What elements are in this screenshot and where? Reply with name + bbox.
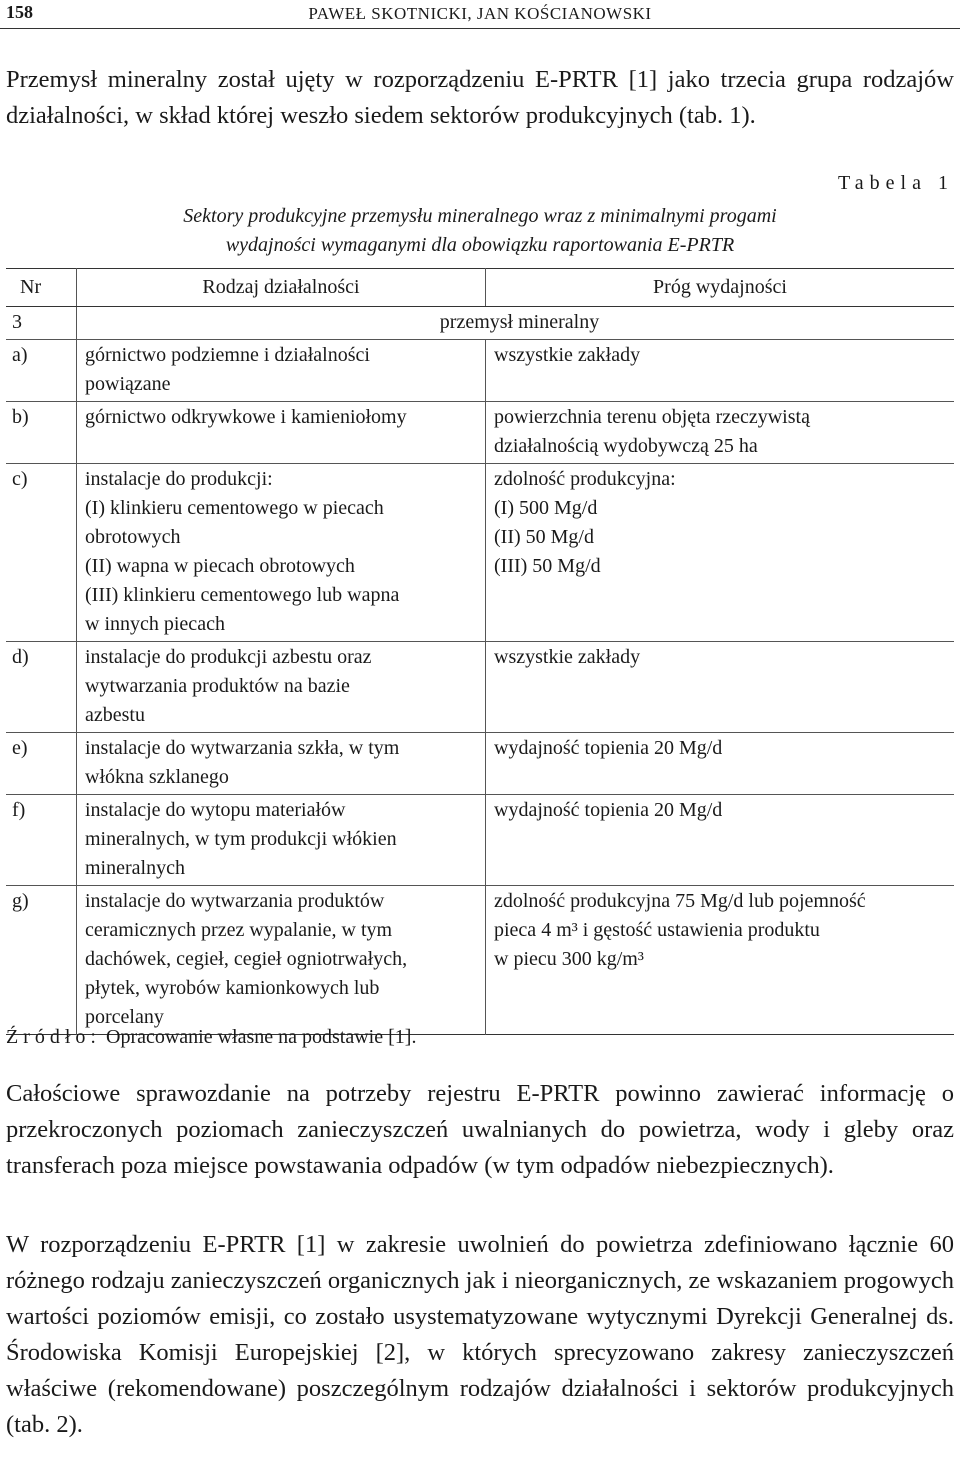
row-threshold: [486, 340, 955, 402]
row-kind: [77, 886, 486, 1035]
row-kind: [77, 733, 486, 795]
row-nr: f): [6, 795, 77, 886]
threshold-line: (III) 50 Mg/d: [494, 555, 601, 577]
table-row: [6, 340, 954, 402]
table-row: [6, 795, 954, 886]
kind-line: instalacje do produkcji:: [85, 468, 273, 490]
table-header-row: [6, 269, 954, 307]
kind-line: azbestu: [85, 704, 145, 726]
row-kind: [77, 464, 486, 642]
row-threshold: [486, 795, 955, 886]
kind-line: w innych piecach: [85, 613, 225, 635]
kind-line: porcelany: [85, 1006, 164, 1028]
row-nr: g): [6, 886, 77, 1035]
row-threshold: [486, 464, 955, 642]
kind-line: obrotowych: [85, 526, 181, 548]
row-nr: c): [6, 464, 77, 642]
table-label: Tabela 1: [837, 172, 954, 194]
table-caption-line1: Sektory produkcyjne przemysłu mineralnego wraz z minimalnymi progami: [183, 205, 777, 227]
row-kind: [77, 402, 486, 464]
intro-paragraph: Przemysł mineralny został ujęty w rozporządzeniu E-PRTR [1] jako trzecia grupa rodzajów działalności, w skład której weszło siedem sektorów produkcyjnych (tab. 1).: [6, 66, 954, 129]
sector-name: przemysł mineralny: [439, 311, 600, 333]
threshold-line: działalnością wydobywczą 25 ha: [494, 435, 758, 457]
kind-line: ceramicznych przez wypalanie, w tym: [85, 919, 393, 941]
kind-line: instalacje do wytopu materiałów: [85, 799, 346, 821]
page-number: 158: [6, 2, 33, 22]
kind-line: włókna szklanego: [85, 766, 229, 788]
kind-line: mineralnych: [85, 857, 185, 879]
threshold-line: zdolność produkcyjna 75 Mg/d lub pojemność: [494, 890, 866, 912]
row-nr: b): [6, 402, 77, 464]
page-header: [0, 0, 960, 29]
threshold-line: pieca 4 m³ i gęstość ustawienia produktu: [494, 919, 820, 941]
source-label: Źródło:: [6, 1026, 101, 1048]
row-nr: d): [6, 642, 77, 733]
kind-line: górnictwo odkrywkowe i kamieniołomy: [85, 406, 407, 428]
sectors-table: [6, 268, 954, 1035]
paragraph-2: Całościowe sprawozdanie na potrzeby rejestru E-PRTR powinno zawierać informację o przekroczonych poziomach zanieczyszczeń uwalnianych do powietrza, wody i gleby oraz transferach poza miejsce powstawania odpadów (w tym odpadów niebezpiecznych).: [6, 1080, 954, 1179]
table-row: [6, 733, 954, 795]
kind-line: wytwarzania produktów na bazie: [85, 675, 350, 697]
row-kind: [77, 642, 486, 733]
threshold-line: zdolność produkcyjna:: [494, 468, 676, 490]
kind-line: dachówek, cegieł, cegieł ogniotrwałych,: [85, 948, 408, 970]
threshold-line: w piecu 300 kg/m³: [494, 948, 644, 970]
row-kind: [77, 795, 486, 886]
table-caption-line2: wydajności wymaganymi dla obowiązku raportowania E-PRTR: [225, 234, 735, 256]
col-header-threshold: Próg wydajności: [486, 269, 955, 307]
kind-line: instalacje do wytwarzania produktów: [85, 890, 385, 912]
row-nr: a): [6, 340, 77, 402]
row-threshold: [486, 402, 955, 464]
sector-row: [6, 307, 954, 340]
table-row: [6, 886, 954, 1035]
source-text: Opracowanie własne na podstawie [1].: [106, 1026, 417, 1048]
threshold-line: wydajność topienia 20 Mg/d: [494, 799, 723, 821]
kind-line: instalacje do wytwarzania szkła, w tym: [85, 737, 400, 759]
kind-line: płytek, wyrobów kamionkowych lub: [85, 977, 380, 999]
kind-line: (III) klinkieru cementowego lub wapna: [85, 584, 400, 606]
paragraph-3: W rozporządzeniu E-PRTR [1] w zakresie uwolnień do powietrza zdefiniowano łącznie 60 różnego rodzaju zanieczyszczeń organicznych jak i nieorganicznych, ze wskazaniem progowych wartości poziomów emisji, co zostało usystematyzowane wytycznymi Dyrekcji Generalnej ds. Środowiska Komisji Europejskiej [2], w których sprecyzowano zakresy zanieczyszczeń właściwe (rekomendowane) poszczególnym rodzajów działalności i sektorów produkcyjnych (tab. 2).: [6, 1231, 954, 1438]
col-header-kind: Rodzaj działalności: [77, 269, 486, 307]
kind-line: górnictwo podziemne i działalności: [85, 344, 370, 366]
kind-line: mineralnych, w tym produkcji włókien: [85, 828, 397, 850]
kind-line: instalacje do produkcji azbestu oraz: [85, 646, 372, 668]
table-row: [6, 464, 954, 642]
col-header-nr: Nr: [6, 269, 77, 307]
running-head-authors: PAWEŁ SKOTNICKI, JAN KOŚCIANOWSKI: [308, 4, 652, 23]
row-nr: e): [6, 733, 77, 795]
row-threshold: [486, 642, 955, 733]
row-threshold: [486, 733, 955, 795]
threshold-line: wszystkie zakłady: [494, 646, 641, 668]
row-threshold: [486, 886, 955, 1035]
threshold-line: wydajność topienia 20 Mg/d: [494, 737, 723, 759]
kind-line: (II) wapna w piecach obrotowych: [85, 555, 355, 577]
sector-nr: 3: [6, 307, 77, 340]
threshold-line: (I) 500 Mg/d: [494, 497, 598, 519]
table-row: [6, 642, 954, 733]
kind-line: (I) klinkieru cementowego w piecach: [85, 497, 384, 519]
threshold-line: powierzchnia terenu objęta rzeczywistą: [494, 406, 810, 428]
table-row: [6, 402, 954, 464]
kind-line: powiązane: [85, 373, 171, 395]
row-kind: [77, 340, 486, 402]
threshold-line: (II) 50 Mg/d: [494, 526, 594, 548]
table-source: [6, 1026, 416, 1049]
threshold-line: wszystkie zakłady: [494, 344, 641, 366]
